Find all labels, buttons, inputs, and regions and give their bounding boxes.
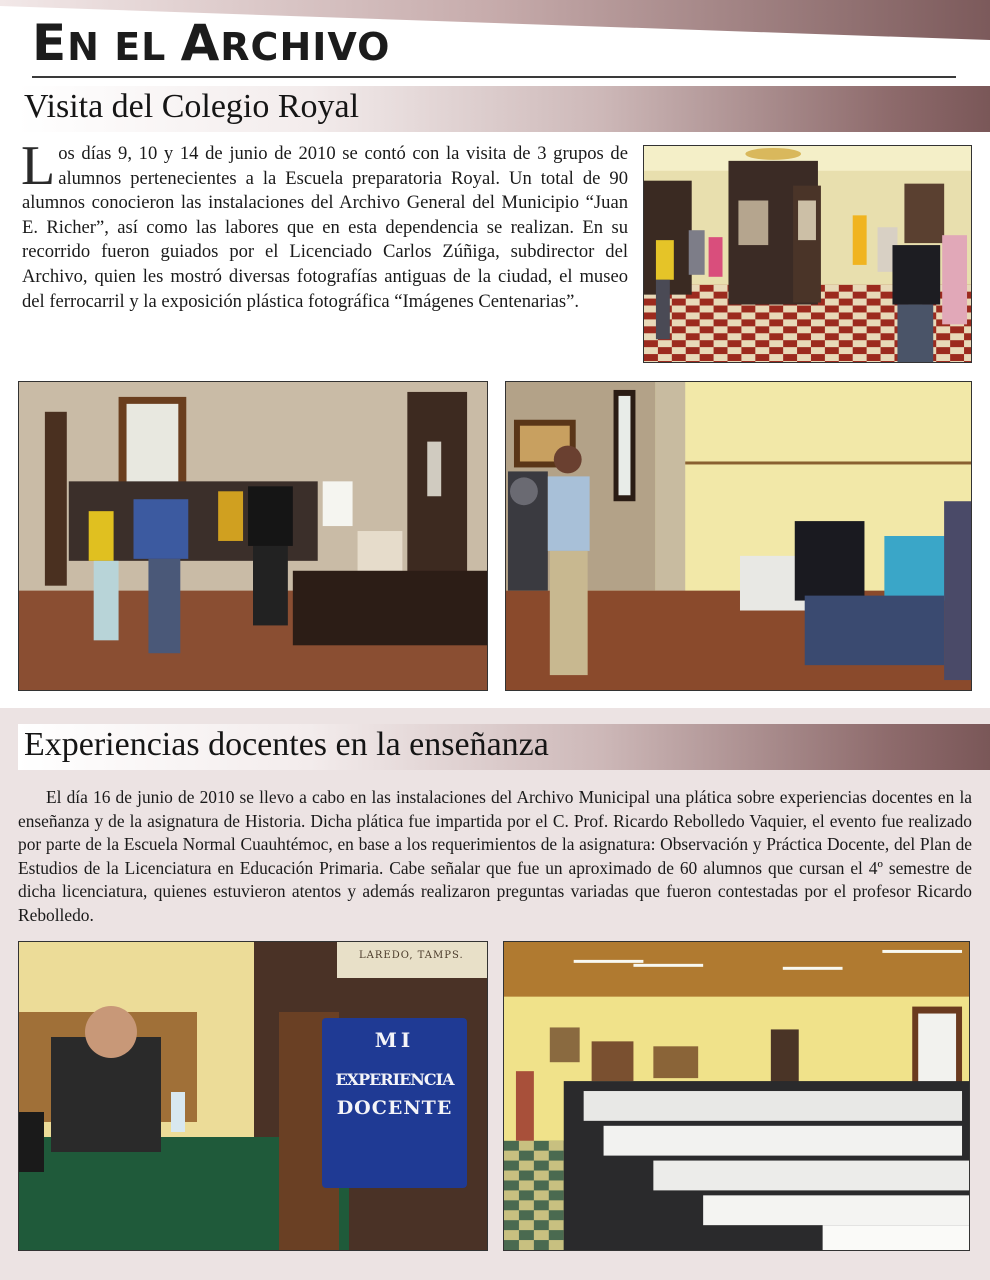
banner-mi-experiencia-docente: [322, 1018, 467, 1188]
banner-line-mi: MI: [374, 1028, 415, 1052]
photo-hallway-visit: [643, 145, 972, 363]
section-heading-bar: [18, 724, 990, 770]
masthead-divider: [32, 76, 956, 78]
photo-auditorium-audience: [503, 941, 970, 1251]
section-heading-experiencias: Experiencias docentes en la enseñanza: [24, 726, 549, 763]
section-heading-bar: [18, 86, 990, 132]
photo-speaker-banner: [18, 941, 488, 1251]
drop-cap: L: [21, 135, 56, 197]
masthead-title: EN EL ARCHIVO: [32, 14, 391, 72]
photo-students-museum: [18, 381, 488, 691]
article-experiencias-body: El día 16 de junio de 2010 se llevo a cabo en las instalaciones del Archivo Municipal una plática sobre experiencias docentes en la enseñanza y de la asignatura de Historia. Dicha plática fue impartida por el C. Prof. Ricardo Rebolledo Vaquier, el evento fue realizado por parte de la Escuela Normal Cuauhtémoc, en base a los requerimientos de la asignatura: Observación y Práctica Docente, del Plan de Estudios de la Licenciatura en Educación Primaria. Cabe señalar que fue un aproximado de 60 alumnos que cursan el 4º semestre de dicha licenciatura, quienes estuvieron atentos y además realizaron preguntas variadas que fueron contestadas por el profesor Ricardo Rebolledo.: [18, 787, 972, 925]
section-heading-visita: Visita del Colegio Royal: [24, 88, 360, 125]
signboard-laredo: LAREDO, TAMPS.: [359, 950, 464, 961]
banner-line-experiencia: EXPERIENCIA: [335, 1070, 454, 1089]
article-visita-body: Los días 9, 10 y 14 de junio de 2010 se contó con la visita de 3 grupos de alumnos pertenecientes a la Escuela preparatoria Royal. Un total de 90 alumnos conocieron las instalaciones del Archivo General del Municipio “Juan E. Richer”, así como las labores que en esta dependencia se realizan. En su recorrido fueron guiados por el Licenciado Carlos Zúñiga, subdirector del Archivo, quien les mostró diversas fotografías antiguas de la ciudad, el museo del ferrocarril y la exposición plástica fotográfica “Imágenes Centenarias”.: [21, 135, 628, 312]
photo-guide-presentation: [505, 381, 972, 691]
banner-line-docente: DOCENTE: [336, 1097, 453, 1119]
